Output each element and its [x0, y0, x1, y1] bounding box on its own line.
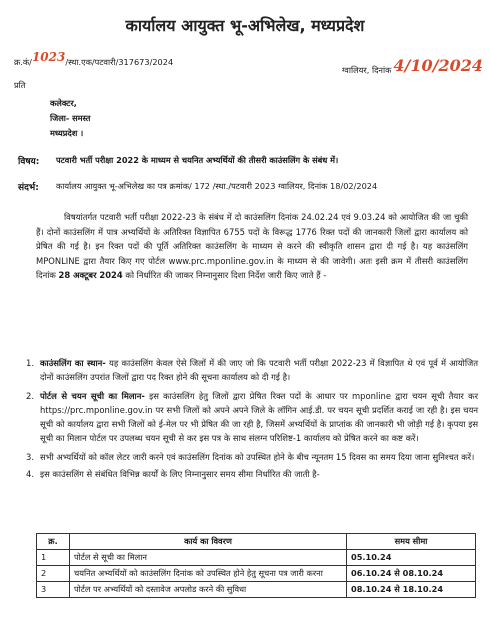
handwritten-date: 4/10/2024	[393, 56, 483, 75]
header-sn: क्र.	[37, 534, 70, 550]
subject-label: विषय:	[18, 157, 40, 167]
point-number: 3.	[26, 452, 34, 462]
header-task: कार्य का विवरण	[70, 534, 347, 550]
row-deadline: 05.10.24	[347, 550, 476, 566]
row-task: पोर्टल पर अभ्यर्थियों को दस्तावेज अपलोड करने की सुविधा	[70, 582, 347, 598]
table-row	[37, 582, 476, 598]
point-number: 4.	[26, 469, 34, 479]
schedule-table	[36, 533, 476, 598]
prati-label: प्रति	[14, 80, 26, 90]
reference-text: कार्यालय आयुक्त भू-अभिलेख का पत्र क्रमांक/ 172 /स्था./पटवारी 2023 ग्वालियर, दिनांक 18/02/2024	[56, 181, 378, 191]
ref-number-text: /स्था.एक/पटवारी/317673/2024	[65, 57, 174, 67]
list-item	[18, 467, 478, 481]
point-number: 2.	[26, 391, 34, 401]
point-heading: पोर्टल से चयन सूची का मिलान-	[40, 391, 145, 401]
list-item	[18, 389, 478, 445]
point-text: इस काउंसलिंग से संबंधित विभिन्न कार्यों के लिए निम्नानुसार समय सीमा निर्धारित की जाती है-	[40, 469, 320, 479]
office-title: कार्यालय आयुक्त भू-अभिलेख, मध्यप्रदेश	[125, 16, 365, 35]
row-deadline: 06.10.24 से 08.10.24	[347, 566, 476, 582]
point-heading: काउंसलिंग का स्थान-	[40, 358, 106, 368]
point-number: 1.	[26, 358, 34, 368]
point-text: यह काउंसलिंग केवल ऐसे जिलों में की जाए जो कि पटवारी भर्ती परीक्षा 2022-23 में विज्ञापित थे एवं पूर्व में आयोजित दोनों काउंसलिंग उपरांत जिलों द्वारा पद रिक्त होने की सूचना कार्यालय को दी गई है।	[40, 358, 478, 382]
handwritten-ref-no: 1023	[31, 50, 66, 64]
row-task: पोर्टल से सूची का मिलान	[70, 550, 347, 566]
list-item	[18, 450, 478, 464]
body-paragraph	[36, 210, 468, 283]
counselling-date: 28 अक्टूबर 2024	[58, 270, 123, 281]
subject-text: पटवारी भर्ती परीक्षा 2022 के माध्यम से चयनित अभ्यर्थियों की तीसरी काउंसलिंग के संबंध में।	[56, 155, 339, 165]
recipient-line-1: कलेक्टर,	[50, 98, 77, 108]
table-header-row	[37, 534, 476, 550]
list-item	[18, 356, 478, 384]
row-sn: 3	[37, 582, 70, 598]
recipient-line-3: मध्यप्रदेश ।	[50, 128, 84, 138]
place-label: ग्वालियर, दिनांक	[342, 65, 392, 75]
table-row	[37, 566, 476, 582]
row-sn: 1	[37, 550, 70, 566]
place-date	[342, 58, 483, 77]
recipient-line-2: जिला- समस्त	[50, 113, 91, 123]
header-deadline: समय सीमा	[347, 534, 476, 550]
point-text: सभी अभ्यर्थियों को कॉल लेटर जारी करने एवं काउंसलिंग दिनांक को उपस्थित होने के बीच न्यूनतम 15 दिवस का समय दिया जाना सुनिश्चत करें।	[40, 452, 475, 462]
point-text: इस काउंसलिंग हेतु जिलों द्वारा प्रेषित रिक्त पदों के आधार पर mponline द्वारा चयन सूची तैयार कर https://prc.mponline.gov.in पर सभी जिलों को अपने अपने जिले के लॉगिन आई.डी. पर चयन सूची प्रदर्शित कराई जा रही है। इस चयन सूची को कार्यालय द्वारा सभी जिलों को ई-मेल पर भी प्रेषित की जा रही है, जिसमें अभ्यर्थियों के प्राप्तांक की जानकारी भी जोड़ी गई है। कृपया इस सूची का मिलान पोर्टल पर उपलब्ध चयन सूची से कर इस पत्र के साथ संलग्न परिशिष्ट-1 कार्यालय को प्रेषित करने का कष्ट करें।	[40, 391, 478, 443]
row-sn: 2	[37, 566, 70, 582]
body-para-part-2: को निर्धारित की जाकर निम्नानुसार दिशा निर्देश जारी किए जाते हैं -	[122, 270, 327, 281]
table-row	[37, 550, 476, 566]
reference-label: संदर्भ:	[18, 183, 39, 193]
row-deadline: 08.10.24 से 18.10.24	[347, 582, 476, 598]
ref-prefix: क्र.कं/	[14, 57, 32, 67]
ref-number	[14, 50, 174, 68]
points-list	[18, 356, 478, 482]
row-task: चयनित अभ्यर्थियों को काउंसलिंग दिनांक को उपस्थित होने हेतु सूचना पत्र जारी करना	[70, 566, 347, 582]
body-para-part-1: विषयांतर्गत पटवारी भर्ती परीक्षा 2022-23 के संबंध में दो काउंसलिंग दिनांक 24.02.24 एवं 9.03.24 को आयोजित की जा चुकी हैं। दोनों काउंसलिंग में पात्र अभ्यर्थियों के अतिरिक्त विज्ञापित 6755 पदों के विरूद्ध 1776 रिक्त पदों की जानकारी जिलों द्वारा कार्यालय को प्रेषित की गई है। इन रिक्त पदों की पूर्ति अतिरिक्त काउंसलिंग के माध्यम से करने की स्वीकृति शासन द्वारा दी गई है। यह काउंसलिंग MPONLINE द्वारा तैयार किए गए पोर्टल www.prc.mponline.gov.in के माध्यम से की जावेगी। अतः इसी क्रम में तीसरी काउंसलिंग दिनांक	[36, 212, 468, 281]
